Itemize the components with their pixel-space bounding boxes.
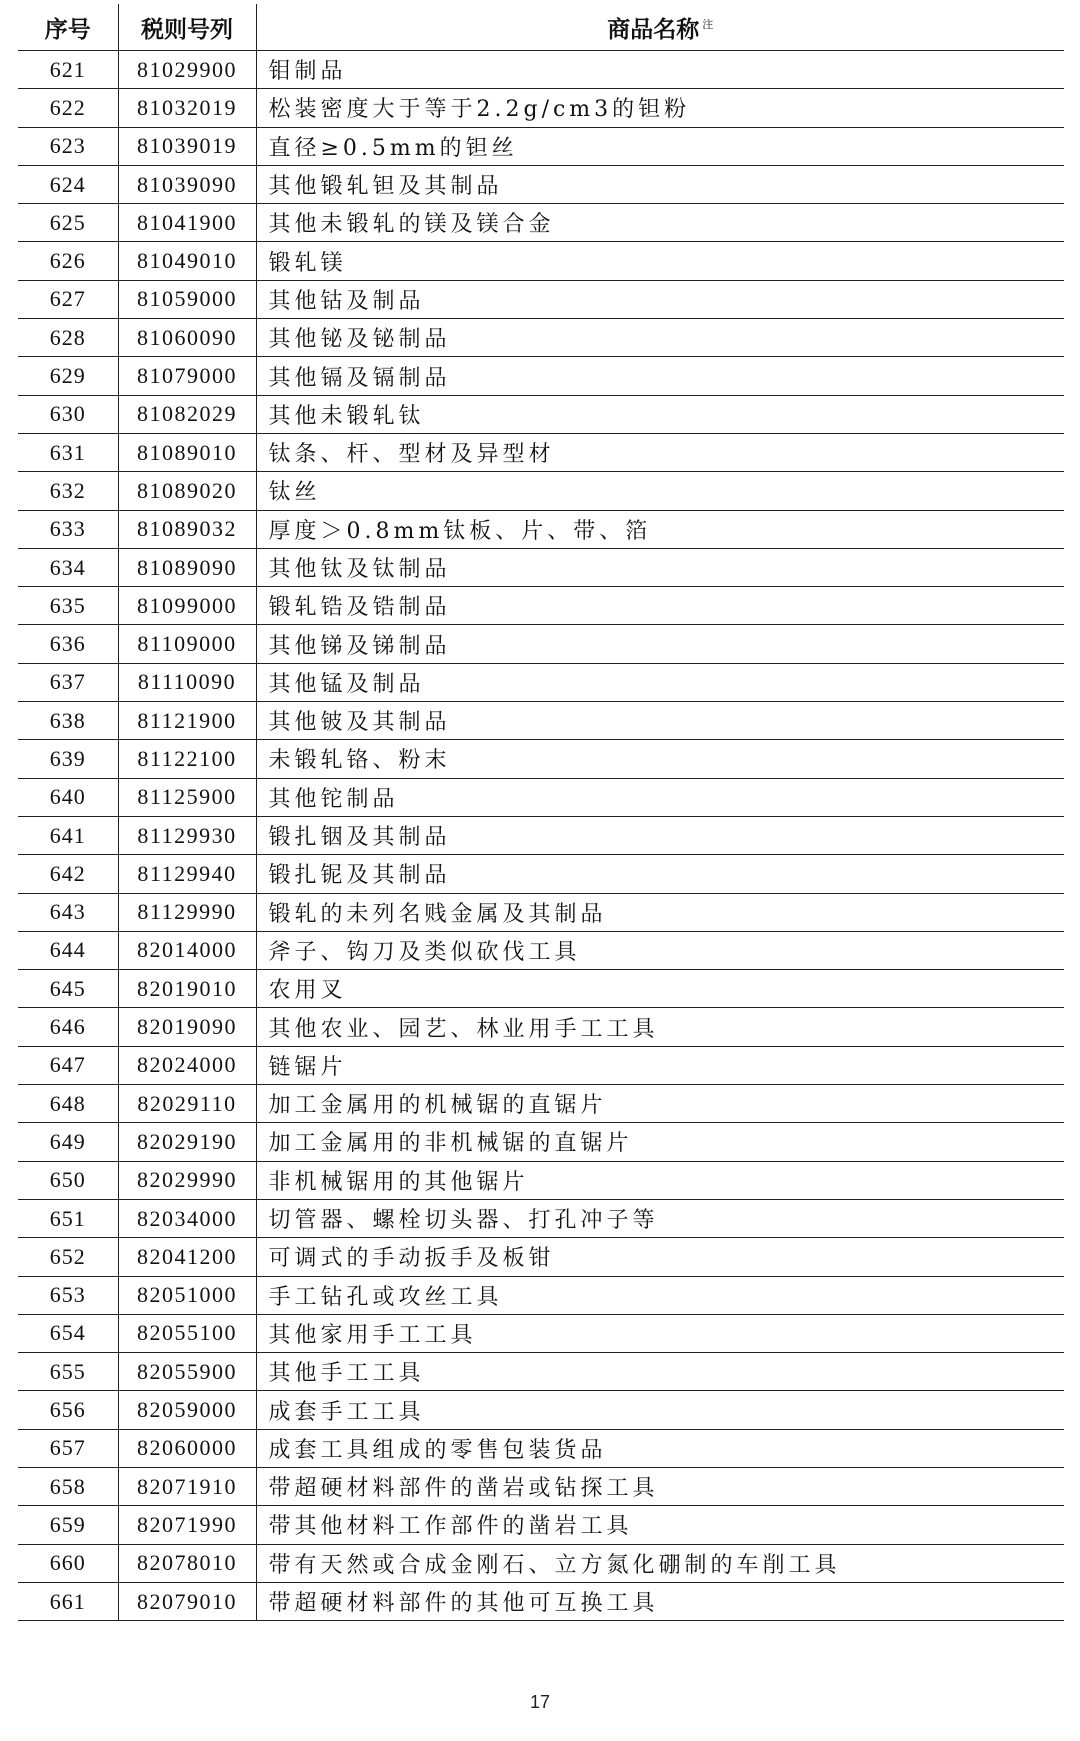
seq-cell: 637 bbox=[18, 663, 118, 701]
product-name-cell: 其他农业、园艺、林业用手工工具 bbox=[256, 1008, 1064, 1046]
seq-cell: 658 bbox=[18, 1467, 118, 1505]
header-row bbox=[18, 4, 1064, 51]
table-row bbox=[18, 1008, 1064, 1046]
seq-cell: 621 bbox=[18, 51, 118, 89]
page-number: 17 bbox=[529, 1692, 551, 1712]
tariff-code-cell: 81049010 bbox=[118, 242, 256, 280]
tariff-code-cell: 81089032 bbox=[118, 510, 256, 548]
tariff-code-cell: 82029190 bbox=[118, 1123, 256, 1161]
product-name-cell: 钛丝 bbox=[256, 472, 1064, 510]
tariff-code-cell: 82055100 bbox=[118, 1314, 256, 1352]
seq-cell: 653 bbox=[18, 1276, 118, 1314]
tariff-code-cell: 81039090 bbox=[118, 165, 256, 203]
tariff-code-cell: 81121900 bbox=[118, 702, 256, 740]
seq-cell: 633 bbox=[18, 510, 118, 548]
seq-cell: 630 bbox=[18, 395, 118, 433]
table-row bbox=[18, 472, 1064, 510]
table-header bbox=[18, 4, 1064, 51]
table-row bbox=[18, 931, 1064, 969]
product-name-cell: 其他镉及镉制品 bbox=[256, 357, 1064, 395]
product-name-cell: 其他铍及其制品 bbox=[256, 702, 1064, 740]
tariff-code-cell: 82059000 bbox=[118, 1391, 256, 1429]
tariff-code-cell: 81032019 bbox=[118, 89, 256, 127]
table-row bbox=[18, 319, 1064, 357]
seq-cell: 625 bbox=[18, 204, 118, 242]
table-row bbox=[18, 1391, 1064, 1429]
tariff-code-cell: 81129940 bbox=[118, 855, 256, 893]
product-name-cell: 带超硬材料部件的其他可互换工具 bbox=[256, 1582, 1064, 1620]
header-code: 税则号列 bbox=[118, 4, 256, 51]
table-row bbox=[18, 1161, 1064, 1199]
tariff-code-cell: 82060000 bbox=[118, 1429, 256, 1467]
tariff-code-cell: 81125900 bbox=[118, 778, 256, 816]
tariff-code-cell: 82078010 bbox=[118, 1544, 256, 1582]
product-name-cell: 其他锰及制品 bbox=[256, 663, 1064, 701]
seq-cell: 643 bbox=[18, 893, 118, 931]
product-name-cell: 手工钻孔或攻丝工具 bbox=[256, 1276, 1064, 1314]
table-row bbox=[18, 1582, 1064, 1620]
seq-cell: 628 bbox=[18, 319, 118, 357]
table-row bbox=[18, 587, 1064, 625]
tariff-code-cell: 81082029 bbox=[118, 395, 256, 433]
tariff-code-cell: 82079010 bbox=[118, 1582, 256, 1620]
tariff-code-cell: 81099000 bbox=[118, 587, 256, 625]
product-name-cell: 斧子、钩刀及类似砍伐工具 bbox=[256, 931, 1064, 969]
product-name-cell: 钛条、杆、型材及异型材 bbox=[256, 433, 1064, 471]
seq-cell: 631 bbox=[18, 433, 118, 471]
tariff-code-cell: 81122100 bbox=[118, 740, 256, 778]
seq-cell: 656 bbox=[18, 1391, 118, 1429]
seq-cell: 660 bbox=[18, 1544, 118, 1582]
table-row bbox=[18, 1046, 1064, 1084]
table-row bbox=[18, 855, 1064, 893]
tariff-code-cell: 81041900 bbox=[118, 204, 256, 242]
table-row bbox=[18, 165, 1064, 203]
header-name: 商品名称 bbox=[607, 16, 700, 43]
table-row bbox=[18, 1467, 1064, 1505]
seq-cell: 651 bbox=[18, 1199, 118, 1237]
product-name-cell: 加工金属用的机械锯的直锯片 bbox=[256, 1085, 1064, 1123]
table-row bbox=[18, 970, 1064, 1008]
table-row bbox=[18, 1238, 1064, 1276]
seq-cell: 659 bbox=[18, 1506, 118, 1544]
table-row bbox=[18, 510, 1064, 548]
seq-cell: 647 bbox=[18, 1046, 118, 1084]
tariff-code-cell: 81089090 bbox=[118, 548, 256, 586]
product-name-cell: 锻扎铟及其制品 bbox=[256, 816, 1064, 854]
seq-cell: 641 bbox=[18, 816, 118, 854]
table-row bbox=[18, 433, 1064, 471]
table-row bbox=[18, 1123, 1064, 1161]
table-row bbox=[18, 663, 1064, 701]
product-name-cell: 其他铊制品 bbox=[256, 778, 1064, 816]
tariff-code-cell: 81089010 bbox=[118, 433, 256, 471]
product-name-cell: 其他未锻轧的镁及镁合金 bbox=[256, 204, 1064, 242]
table-row bbox=[18, 893, 1064, 931]
product-name-cell: 厚度＞0.8mm钛板、片、带、箔 bbox=[256, 510, 1064, 548]
seq-cell: 634 bbox=[18, 548, 118, 586]
tariff-code-cell: 82071990 bbox=[118, 1506, 256, 1544]
seq-cell: 655 bbox=[18, 1353, 118, 1391]
seq-cell: 627 bbox=[18, 280, 118, 318]
tariff-code-cell: 81089020 bbox=[118, 472, 256, 510]
table-row bbox=[18, 1353, 1064, 1391]
tariff-code-cell: 82019010 bbox=[118, 970, 256, 1008]
table-row bbox=[18, 1429, 1064, 1467]
tariff-code-cell: 82071910 bbox=[118, 1467, 256, 1505]
tariff-code-cell: 82029990 bbox=[118, 1161, 256, 1199]
seq-cell: 650 bbox=[18, 1161, 118, 1199]
table-row bbox=[18, 1506, 1064, 1544]
seq-cell: 632 bbox=[18, 472, 118, 510]
table-row bbox=[18, 51, 1064, 89]
table-row bbox=[18, 778, 1064, 816]
table-body bbox=[18, 51, 1064, 1621]
product-name-cell: 其他钴及制品 bbox=[256, 280, 1064, 318]
tariff-code-cell: 81039019 bbox=[118, 127, 256, 165]
product-name-cell: 锻扎铌及其制品 bbox=[256, 855, 1064, 893]
product-name-cell: 锻轧的未列名贱金属及其制品 bbox=[256, 893, 1064, 931]
table-row bbox=[18, 625, 1064, 663]
tariff-code-cell: 82019090 bbox=[118, 1008, 256, 1046]
product-name-cell: 成套工具组成的零售包装货品 bbox=[256, 1429, 1064, 1467]
seq-cell: 622 bbox=[18, 89, 118, 127]
seq-cell: 645 bbox=[18, 970, 118, 1008]
table-row bbox=[18, 1314, 1064, 1352]
header-name-cell bbox=[256, 4, 1064, 51]
seq-cell: 623 bbox=[18, 127, 118, 165]
table-row bbox=[18, 816, 1064, 854]
table-row bbox=[18, 1276, 1064, 1314]
seq-cell: 626 bbox=[18, 242, 118, 280]
seq-cell: 654 bbox=[18, 1314, 118, 1352]
tariff-code-cell: 81059000 bbox=[118, 280, 256, 318]
product-name-cell: 其他钛及钛制品 bbox=[256, 548, 1064, 586]
tariff-code-cell: 82051000 bbox=[118, 1276, 256, 1314]
table-row bbox=[18, 127, 1064, 165]
seq-cell: 635 bbox=[18, 587, 118, 625]
product-name-cell: 切管器、螺栓切头器、打孔冲子等 bbox=[256, 1199, 1064, 1237]
seq-cell: 661 bbox=[18, 1582, 118, 1620]
tariff-code-cell: 81129990 bbox=[118, 893, 256, 931]
seq-cell: 642 bbox=[18, 855, 118, 893]
seq-cell: 638 bbox=[18, 702, 118, 740]
seq-cell: 646 bbox=[18, 1008, 118, 1046]
product-name-cell: 其他未锻轧钛 bbox=[256, 395, 1064, 433]
seq-cell: 649 bbox=[18, 1123, 118, 1161]
product-name-cell: 钼制品 bbox=[256, 51, 1064, 89]
header-seq: 序号 bbox=[18, 4, 118, 51]
tariff-code-cell: 81029900 bbox=[118, 51, 256, 89]
tariff-code-cell: 82029110 bbox=[118, 1085, 256, 1123]
seq-cell: 640 bbox=[18, 778, 118, 816]
seq-cell: 648 bbox=[18, 1085, 118, 1123]
table-row bbox=[18, 1085, 1064, 1123]
seq-cell: 652 bbox=[18, 1238, 118, 1276]
seq-cell: 644 bbox=[18, 931, 118, 969]
product-name-cell: 链锯片 bbox=[256, 1046, 1064, 1084]
header-name-note: 注 bbox=[702, 17, 714, 31]
tariff-code-cell: 81109000 bbox=[118, 625, 256, 663]
tariff-code-cell: 81129930 bbox=[118, 816, 256, 854]
product-name-cell: 其他锑及锑制品 bbox=[256, 625, 1064, 663]
seq-cell: 636 bbox=[18, 625, 118, 663]
product-name-cell: 未锻轧铬、粉末 bbox=[256, 740, 1064, 778]
tariff-table bbox=[18, 4, 1064, 1621]
tariff-code-cell: 82014000 bbox=[118, 931, 256, 969]
tariff-code-cell: 81079000 bbox=[118, 357, 256, 395]
product-name-cell: 农用叉 bbox=[256, 970, 1064, 1008]
table-row bbox=[18, 548, 1064, 586]
product-name-cell: 其他铋及铋制品 bbox=[256, 319, 1064, 357]
table-row bbox=[18, 702, 1064, 740]
product-name-cell: 松装密度大于等于2.2g/cm3的钽粉 bbox=[256, 89, 1064, 127]
tariff-code-cell: 82034000 bbox=[118, 1199, 256, 1237]
product-name-cell: 带其他材料工作部件的凿岩工具 bbox=[256, 1506, 1064, 1544]
table-row bbox=[18, 89, 1064, 127]
product-name-cell: 带超硬材料部件的凿岩或钻探工具 bbox=[256, 1467, 1064, 1505]
product-name-cell: 非机械锯用的其他锯片 bbox=[256, 1161, 1064, 1199]
product-name-cell: 成套手工工具 bbox=[256, 1391, 1064, 1429]
table-row bbox=[18, 242, 1064, 280]
table-row bbox=[18, 204, 1064, 242]
product-name-cell: 锻轧镁 bbox=[256, 242, 1064, 280]
table-row bbox=[18, 740, 1064, 778]
table-row bbox=[18, 357, 1064, 395]
tariff-code-cell: 82055900 bbox=[118, 1353, 256, 1391]
tariff-code-cell: 82041200 bbox=[118, 1238, 256, 1276]
product-name-cell: 可调式的手动扳手及板钳 bbox=[256, 1238, 1064, 1276]
product-name-cell: 加工金属用的非机械锯的直锯片 bbox=[256, 1123, 1064, 1161]
product-name-cell: 其他家用手工工具 bbox=[256, 1314, 1064, 1352]
product-name-cell: 锻轧锆及锆制品 bbox=[256, 587, 1064, 625]
table-row bbox=[18, 1544, 1064, 1582]
product-name-cell: 其他手工工具 bbox=[256, 1353, 1064, 1391]
tariff-code-cell: 82024000 bbox=[118, 1046, 256, 1084]
product-name-cell: 直径≥0.5mm的钽丝 bbox=[256, 127, 1064, 165]
table-row bbox=[18, 395, 1064, 433]
seq-cell: 639 bbox=[18, 740, 118, 778]
table-row bbox=[18, 280, 1064, 318]
seq-cell: 629 bbox=[18, 357, 118, 395]
product-name-cell: 带有天然或合成金刚石、立方氮化硼制的车削工具 bbox=[256, 1544, 1064, 1582]
seq-cell: 624 bbox=[18, 165, 118, 203]
tariff-code-cell: 81060090 bbox=[118, 319, 256, 357]
table-row bbox=[18, 1199, 1064, 1237]
product-name-cell: 其他锻轧钽及其制品 bbox=[256, 165, 1064, 203]
seq-cell: 657 bbox=[18, 1429, 118, 1467]
tariff-code-cell: 81110090 bbox=[118, 663, 256, 701]
